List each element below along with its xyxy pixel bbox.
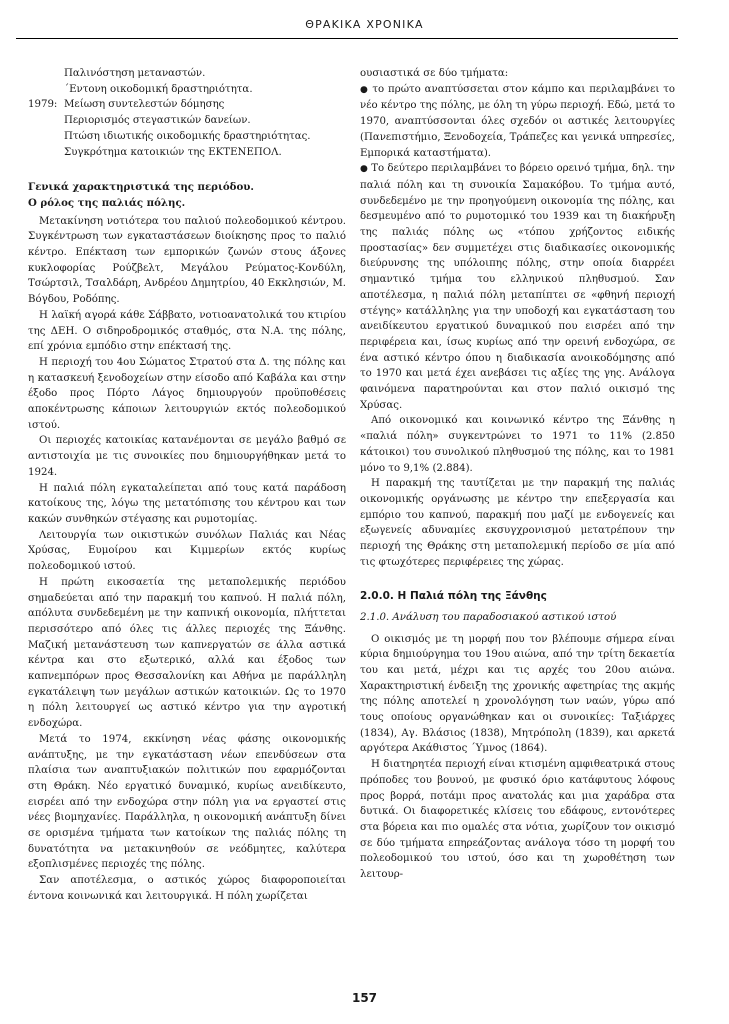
paragraph: Η λαϊκή αγορά κάθε Σάββατο, νοτιοανατολικά του κτιρίου της ΔΕΗ. Ο σιδηροδρομικός σταθμός, στα Ν.Α. της πόλης, επί χρόνια εμπόδιο στην επέκτασή της. <box>28 309 346 353</box>
bullet-item: ● το πρώτο αναπτύσσεται στον κάμπο και περιλαμβάνει το νέο κέντρο της πόλης, με όλη τη γύρω περιοχή. Εδώ, μετά το 1970, αναπτύσσονται όλες σχεδόν οι αστικές λειτουργίες (Πανεπιστήμιο, Ξενοδοχεία, Τράπεζες και γενικά υπηρεσίες, Εμπορικά καταστήματα). <box>360 83 675 159</box>
paragraph: Η πρώτη εικοσαετία της μεταπολεμικής περιόδου σημαδεύεται από την παρακμή του καπνού. Η παλιά πόλη, απόλυτα συνδεδεμένη με την καπνική οικονομία, πλήττεται περισσότερο από όλες τις άλλες περιοχές της Ξάνθης. Μαζική μετανάστευση των καπνεργατών σε άλλα αστικά κέντρα και στο εξωτερικό, αλλά και έξοδος των καπνεμπόρων προς Θεσσαλονίκη και Αθήνα με παράλληλη εγκατάλειψη των μεγάλων αστικών κατοικιών. Ως το 1970 η πόλη λειτουργεί ως αστικό κέντρο για την αγροτική ενδοχώρα. <box>28 576 346 730</box>
running-header: ΘΡΑΚΙΚΑ ΧΡΟΝΙΚΑ <box>305 18 424 31</box>
paragraph: Μετακίνηση νοτιότερα του παλιού πολεοδομικού κέντρου. Συγκέντρωση των εγκαταστάσεων διοίκησης προς το παλιό κέντρο. Επέκταση των εμπορικών ζωνών στους άξονες κυκλοφορίας Ρούζβελτ, Μεγάλου Ρεύματος-Κονδύλη, Τσώρτσιλ, Τσαλδάρη, Ανδρέου Δημητρίου, 40 Εκκλησιών, Μ. Βόγδου, Ροδόπης. <box>28 215 346 306</box>
header-rule <box>16 38 678 39</box>
timeline-item: Πτώση ιδιωτικής οικοδομικής δραστηριότητας. <box>64 130 311 142</box>
bullet-item: ● Το δεύτερο περιλαμβάνει το βόρειο ορεινό τμήμα, δηλ. την παλιά πόλη και τη συνοικία Σαμακόβου. Το τμήμα αυτό, συνδεδεμένο με την προηγούμενη οικονομία της πόλης, και δεσμευμένο από το ρυμοτομικό του 1939 και τη διακήρυξη της παλιάς πόλης ως «τόπου χρήζοντος ειδικής προστασίας» δεν συμμετέχει στις διαδικασίες οικονομικής διεύρυνσης της υπόλοιπης πόλης, στην οποία διαρρέει σημαντικό τμήμα του ελληνικού πληθυσμού. Σαν αποτέλεσμα, η παλιά πόλη μεταπίπτει σε «φθηνή περιοχή στέγης» κατάλληλης για την υποδοχή και εγκατάσταση του ανειδίκευτου εργατικού δυναμικού που εισρέει από την περιφέρεια και, ίσως κυρίως από την ορεινή ενδοχώρα, σε ένα αστικό κέντρο όπου η διαδικασία ανοικοδόμησης από το 1970 και μετά έχει ανεβάσει τις αξίες της γης. Ανάλογα φαινόμενα παρατηρούνται και στον παλιό οικισμό της Χρύσας. <box>360 163 675 411</box>
paragraph: Η διατηρητέα περιοχή είναι κτισμένη αμφιθεατρικά στους πρόποδες του βουνού, με φυσικό όριο κατάφυτους λόφους προς βορρά, ποτάμι προς ανατολάς και μια χαράδρα στα δυτικά. Οι διαφορετικές κλίσεις του εδάφους, εντονότερες στα βόρεια και πιο ομαλές στα νότια, χωρίζουν τον οικισμό σε δύο τμήματα επηρεάζοντας ανάλογα τόσο τη μορφή του πολεοδομικού του ιστού, όσο και τη χωροθέτηση των λειτουρ- <box>360 759 675 881</box>
timeline-item: Συγκρότημα κατοικιών της ΕΚΤΕΝΕΠΟΛ. <box>64 146 282 158</box>
section-title: 2.0.0. Η Παλιά πόλη της Ξάνθης <box>360 589 547 602</box>
timeline-item: Περιορισμός στεγαστικών δανείων. <box>64 115 251 127</box>
bullet-icon: ● <box>360 164 368 175</box>
paragraph: Ο οικισμός με τη μορφή που τον βλέπουμε σήμερα είναι κύρια δημιούργημα του 19ου αιώνα, από την τρίτη δεκαετία του και μετά, μέχρι και τις αρχές του 20ου αιώνα. Χαρακτηριστική ένδειξη της χρονικής αφετηρίας της ακμής της πόλης αποτελεί η χρονολόγηση των ναών, γύρω από τους οποίους οργανώθηκαν και οι συνοικίες: Ταξιάρχες (1834), Αγ. Βλάσιος (1838), Μητρόπολη (1839), και αρκετά αργότερα Ακάθιστος ΄Υμνος (1864). <box>360 633 675 755</box>
right-column <box>360 66 675 883</box>
paragraph: Οι περιοχές κατοικίας κατανέμονται σε μεγάλο βαθμό σε αντιστοιχία με τις συνοικίες που δημιουργήθηκαν μετά το 1924. <box>28 435 346 478</box>
timeline-item: Παλινόστηση μεταναστών. <box>64 68 206 79</box>
left-column <box>28 66 346 905</box>
paragraph: Μετά το 1974, εκκίνηση νέας φάσης οικονομικής ανάπτυξης, με την εγκατάσταση νέων επενδύσεων στα πλαίσια των αναπτυξιακών πολιτικών που εφαρμόζονται στη Θράκη. Νέο εργατικό δυναμικό, κυρίως ανειδίκευτο, εισρέει από την ενδοχώρα στην πόλη για να εργαστεί στις νέες βιομηχανίες. Παράλληλα, η οικονομική ανάπτυξη δίνει σε ορισμένα τμήματα των κατοίκων της παλιάς πόλης τη δυνατότητα να μετακινηθούν σε νεόδμητες, καλύτερα εξοπλισμένες περιοχές της πόλης. <box>28 733 346 871</box>
bullet-icon: ● <box>360 84 369 95</box>
paragraph: Από οικονομικό και κοινωνικό κέντρο της Ξάνθης η «παλιά πόλη» συγκεντρώνει το 1971 το 11% (2.850 κάτοικοι) του συνολικού πληθυσμού της πόλης, και το 1981 μόνο το 9,1% (2.884). <box>360 415 675 474</box>
paragraph: Σαν αποτέλεσμα, ο αστικός χώρος διαφοροποιείται έντονα κοινωνικά και λειτουργικά. Η πόλη χωρίζεται <box>28 875 346 902</box>
paragraph: ουσιαστικά σε δύο τμήματα: <box>360 68 509 79</box>
timeline <box>28 66 346 160</box>
subsection-title: 2.1.0. Ανάλυση του παραδοσιακού αστικού ιστού <box>360 611 617 623</box>
page-number: 157 <box>351 991 378 1005</box>
paragraph: Η περιοχή του 4ου Σώματος Στρατού στα Δ. της πόλης και η κατασκευή ξενοδοχείων στην είσοδο από Καβάλα και στην έξοδο προς Πόρτο Λάγος δημιουργούν προϋποθέσεις αποκέντρωσης κάποιων λειτουργιών εκτός πολεοδομικού ιστού. <box>28 356 346 431</box>
timeline-item: ΄Εντονη οικοδομική δραστηριότητα. <box>64 83 253 95</box>
paragraph: Λειτουργία των οικιστικών συνόλων Παλιάς και Νέας Χρύσας, Ευμοίρου και Κιμμερίων εκτός κυρίως πολεοδομικού ιστού. <box>28 529 346 573</box>
timeline-item: 1979: Μείωση συντελεστών δόμησης <box>28 99 225 111</box>
paragraph: Η παρακμή της ταυτίζεται με την παρακμή της παλιάς οικονομικής οργάνωσης με κέντρο την επεξεργασία και εμπόριο του καπνού, παρακμή που μαζί με ενδογενείς και εξωγενείς αδυναμίες εκσυγχρονισμού μετατρέπουν την περιοχή της Θράκης στη μεταπολεμική περίοδο σε μία από τις φτωχότερες περιφέρειες της χώρας. <box>360 478 675 568</box>
section-heading: Γενικά χαρακτηριστικά της περιόδου. Ο ρόλος της παλιάς πόλης. <box>28 181 254 209</box>
paragraph: Η παλιά πόλη εγκαταλείπεται από τους κατά παράδοση κατοίκους της, λόγω της μετατόπισης του κέντρου και των κακών συνθηκών στέγασης και ρυμοτομίας. <box>28 482 346 525</box>
